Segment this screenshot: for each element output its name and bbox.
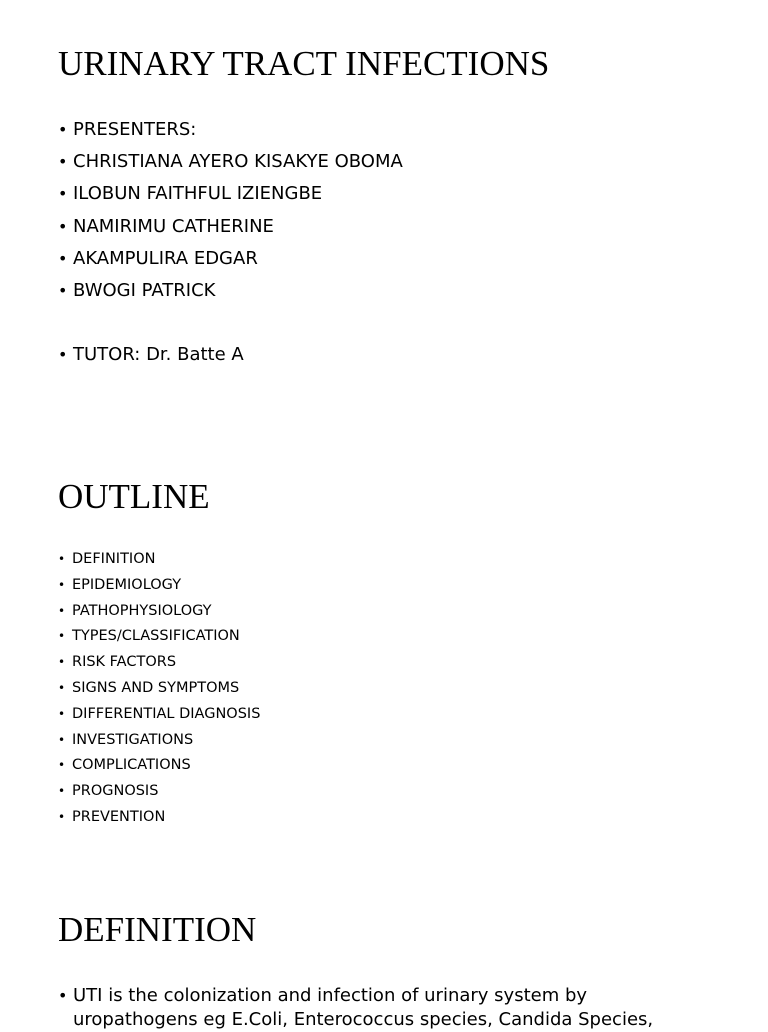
list-item-text: AKAMPULIRA EDGAR bbox=[73, 247, 258, 269]
bullet-icon: • bbox=[58, 280, 68, 300]
bullet-icon: • bbox=[58, 248, 68, 268]
list-item-text: UTI is the colonization and infection of urinary system by uropathogens eg E.Coli, Enterococcus species, Candida Species, bbox=[73, 985, 654, 1030]
bullet-icon: • bbox=[58, 577, 66, 592]
list-item-text: RISK FACTORS bbox=[72, 654, 177, 671]
bullet-icon: • bbox=[58, 784, 66, 799]
bullet-icon: • bbox=[58, 603, 66, 618]
bullet-icon: • bbox=[58, 120, 68, 139]
list-item-text: ILOBUN FAITHFUL IZIENGBE bbox=[73, 183, 323, 205]
list-item-text: CHRISTIANA AYERO KISAKYE OBOMA bbox=[73, 151, 403, 173]
list-item-text: DIFFERENTIAL DIAGNOSIS bbox=[72, 705, 261, 722]
definition-list bbox=[58, 984, 713, 1032]
list-item bbox=[58, 984, 713, 1032]
bullet-icon: • bbox=[58, 706, 66, 721]
list-item-text: PRESENTERS: bbox=[73, 119, 197, 140]
bullet-icon: • bbox=[58, 680, 66, 695]
list-item-text: PREVENTION bbox=[72, 808, 166, 825]
bullet-icon: • bbox=[58, 655, 66, 670]
bullet-icon: • bbox=[58, 552, 66, 566]
bullet-icon: • bbox=[58, 986, 68, 1005]
slide-title: URINARY TRACT INFECTIONS bbox=[58, 44, 550, 83]
bullet-icon: • bbox=[58, 732, 66, 747]
bullet-icon: • bbox=[58, 629, 66, 644]
list-item-text: TUTOR: Dr. Batte A bbox=[73, 344, 244, 366]
list-item-text: PATHOPHYSIOLOGY bbox=[72, 602, 212, 619]
list-item-text: NAMIRIMU CATHERINE bbox=[73, 215, 274, 237]
list-item-text: EPIDEMIOLOGY bbox=[72, 576, 182, 593]
list-item-text: INVESTIGATIONS bbox=[72, 731, 194, 748]
bullet-icon: • bbox=[58, 184, 68, 204]
list-item-text: BWOGI PATRICK bbox=[73, 279, 216, 301]
bullet-icon: • bbox=[58, 216, 68, 236]
list-item-text: DEFINITION bbox=[72, 551, 156, 567]
bullet-icon: • bbox=[58, 345, 68, 365]
bullet-icon: • bbox=[58, 809, 66, 824]
bullet-icon: • bbox=[58, 758, 66, 773]
bullet-icon: • bbox=[58, 152, 68, 172]
list-item-text: PROGNOSIS bbox=[72, 783, 159, 800]
list-item-text: TYPES/CLASSIFICATION bbox=[72, 628, 240, 645]
list-item-text: SIGNS AND SYMPTOMS bbox=[72, 679, 240, 696]
slide-title: DEFINITION bbox=[58, 910, 257, 949]
list-item-text: COMPLICATIONS bbox=[72, 757, 191, 774]
slide-title: OUTLINE bbox=[58, 477, 210, 516]
